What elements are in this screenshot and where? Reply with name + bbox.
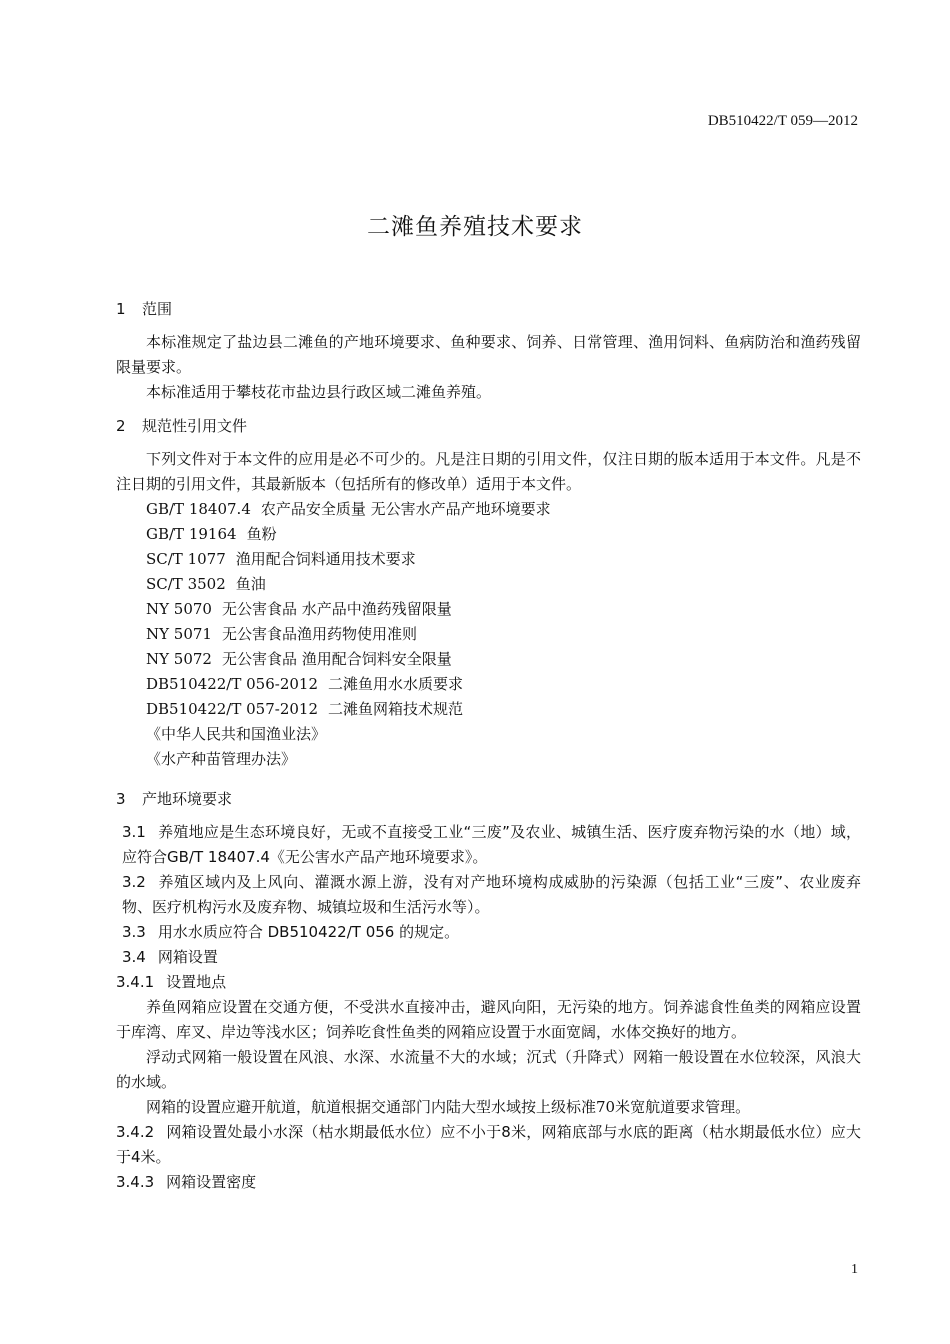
section-number: 3 (116, 790, 126, 808)
reference-item: NY 5071 无公害食品渔用药物使用准则 (146, 625, 417, 643)
clause-3-2: 3.2 养殖区域内及上风向、灌溉水源上游，没有对产地环境构成威胁的污染源（包括工业“三废”、农业废弃物、医疗机构污水及废弃物、城镇垃圾和生活污水等）。 (122, 873, 861, 916)
reference-item: 《水产种苗管理办法》 (146, 750, 297, 768)
section-2-heading (116, 413, 861, 439)
section-title: 产地环境要求 (142, 790, 233, 808)
reference-item: NY 5072 无公害食品 渔用配合饲料安全限量 (146, 650, 452, 668)
section-number: 1 (116, 300, 126, 318)
paragraph: 下列文件对于本文件的应用是必不可少的。凡是注日期的引用文件，仅注日期的版本适用于本文件。凡是不注日期的引用文件，其最新版本（包括所有的修改单）适用于本文件。 (116, 450, 861, 493)
clause-3-1: 3.1 养殖地应是生态环境良好，无或不直接受工业“三废”及农业、城镇生活、医疗废弃物污染的水（地）域，应符合GB/T 18407.4《无公害水产品产地环境要求》。 (122, 823, 861, 866)
paragraph: 网箱的设置应避开航道，航道根据交通部门内陆大型水域按上级标准70米宽航道要求管理。 (146, 1098, 751, 1116)
reference-item: NY 5070 无公害食品 水产品中渔药残留限量 (146, 600, 452, 618)
clause-3-4-1: 3.4.1 设置地点 (116, 973, 227, 991)
section-title: 规范性引用文件 (142, 417, 248, 435)
clause-3-4-2: 3.4.2 网箱设置处最小水深（枯水期最低水位）应不小于8米，网箱底部与水底的距离（枯水期最低水位）应大于4米。 (116, 1123, 861, 1166)
reference-item: GB/T 19164 鱼粉 (146, 525, 277, 543)
reference-item: DB510422/T 057-2012 二滩鱼网箱技术规范 (146, 700, 464, 718)
document-body (116, 296, 861, 1195)
page-number: 1 (851, 1262, 858, 1277)
reference-list (116, 497, 861, 772)
section-title: 范围 (142, 300, 173, 318)
section-3-heading (116, 786, 861, 812)
paragraph: 本标准适用于攀枝花市盐边县行政区域二滩鱼养殖。 (146, 383, 492, 401)
reference-item: SC/T 3502 鱼油 (146, 575, 266, 593)
section-1-heading (116, 296, 861, 322)
paragraph: 本标准规定了盐边县二滩鱼的产地环境要求、鱼种要求、饲养、日常管理、渔用饲料、鱼病防治和渔药残留限量要求。 (116, 333, 861, 376)
reference-item: 《中华人民共和国渔业法》 (146, 725, 327, 743)
reference-item: GB/T 18407.4 农产品安全质量 无公害水产品产地环境要求 (146, 500, 551, 518)
clause-3-4-3: 3.4.3 网箱设置密度 (116, 1173, 257, 1191)
section-number: 2 (116, 417, 126, 435)
clause-3-3: 3.3 用水水质应符合 DB510422/T 056 的规定。 (122, 923, 460, 941)
standard-code: DB510422/T 059—2012 (707, 113, 858, 129)
document-title: 二滩鱼养殖技术要求 (367, 214, 583, 240)
clause-3-4: 3.4 网箱设置 (122, 948, 218, 966)
paragraph: 养鱼网箱应设置在交通方便，不受洪水直接冲击，避风向阳，无污染的地方。饲养滤食性鱼类的网箱应设置于库湾、库叉、岸边等浅水区；饲养吃食性鱼类的网箱应设置于水面宽阔，水体交换好的地方。 (116, 998, 861, 1041)
reference-item: SC/T 1077 渔用配合饲料通用技术要求 (146, 550, 416, 568)
paragraph: 浮动式网箱一般设置在风浪、水深、水流量不大的水域；沉式（升降式）网箱一般设置在水位较深，风浪大的水域。 (116, 1048, 861, 1091)
reference-item: DB510422/T 056-2012 二滩鱼用水水质要求 (146, 675, 464, 693)
